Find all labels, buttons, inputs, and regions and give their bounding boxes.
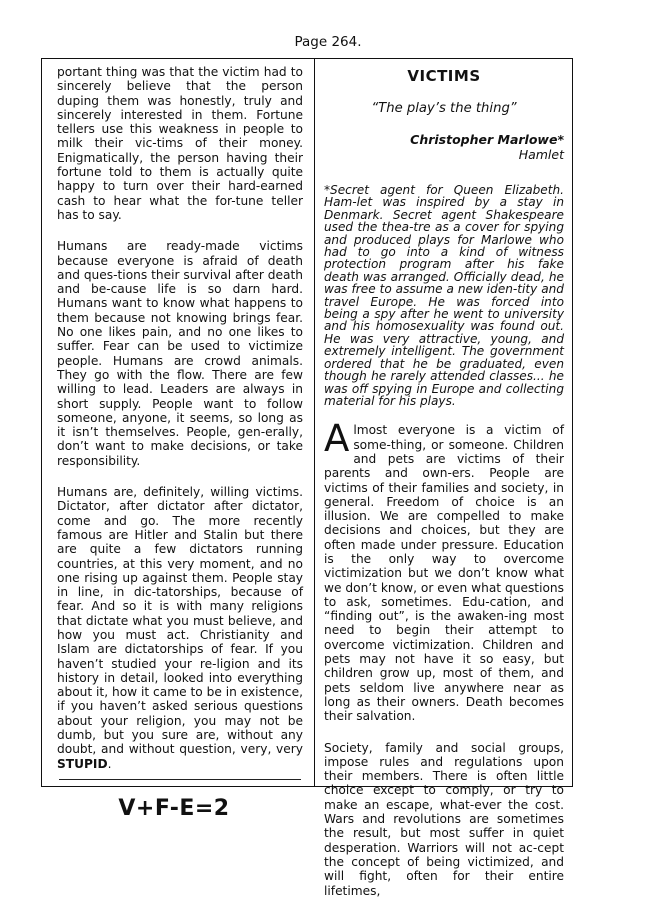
- body-paragraph: portant thing was that the victim had to sincerely believe that the person duping them was honestly, truly and sincerely interested in them. Fortune tellers use this weakness in people to milk their vic-tims of their money. Enigmatically, the person having their fortune told to them is actually quite happy to turn over their hard-earned cash to hear what the for-tune teller has to say.: [57, 65, 303, 222]
- page-number: Page 264.: [294, 34, 362, 50]
- epigraph-quote: “The play’s the thing”: [371, 101, 517, 116]
- paragraph-text: Humans are, definitely, willing victims. Dictator, after dictator after dictator, come and go. The more recently famous are Hitler and Stalin but there are quite a few dictators running countries, at this very moment, and no one rising up against them. People stay in line, in dic-tatorships, because of fear. And so it is with many religions that dictate what you must believe, and how you must act. Christianity and Islam are dictatorships of fear. If you haven’t studied your re-ligion and its history in detail, looked into everything about it, how it came to be in existence, if you haven’t asked serious questions about your religion, you may not be dumb, but you sure are, without any doubt, and without question, very, very: [57, 485, 303, 757]
- page-frame: [41, 58, 573, 898]
- body-paragraph: [57, 485, 303, 771]
- right-column: [315, 59, 572, 915]
- footnote: *Secret agent for Queen Elizabeth. Ham-let was inspired by a stay in Denmark. Secret agent Shakespeare used the thea-tre as a cover for spying and produced plays for Marlowe who had to go into a kind of witness protection program after his fake death was arranged. Officially dead, he was free to assume a new iden-tity and travel Europe. He was forced into being a spy after he went to university and his homosexuality was found out. He was very attractive, young, and extremely intelligent. The government ordered that he be graduated, even though he rarely attended classes... he was off spying in Europe and collecting material for his plays.: [324, 183, 564, 408]
- body-paragraph: [324, 417, 564, 724]
- paragraph-end: .: [107, 756, 112, 771]
- epigraph-attribution: [324, 132, 564, 162]
- epigraph-author: Christopher Marlowe*: [410, 132, 564, 147]
- body-paragraph: Society, family and social groups, impose rules and regulations upon their members. There is often little choice except to comply, or try to make an escape, what-ever the cost. Wars and revolutions are sometimes the result, but most suffer in quiet desperation. Warriors will not ac-cept the concept of being victimized, and will fight, often for their entire lifetimes,: [324, 740, 564, 898]
- section-heading: VICTIMS: [407, 67, 481, 85]
- formula: V+F-E=2: [118, 795, 230, 821]
- emphasis-text: STUPID: [57, 756, 108, 771]
- drop-cap: A: [324, 417, 350, 461]
- body-paragraph: Humans are ready-made victims because everyone is afraid of death and ques-tions their survival after death and be-cause life is so darn hard. Humans want to know what happens to them because not knowing brings fear. No one likes pain, and no one likes to suffer. Fear can be used to victimize people. Humans are crowd animals. They go with the flow. There are few willing to lead. Leaders are always in short supply. People want to follow someone, anyone, it seems, so long as it isn’t themselves. People, gen-erally, don’t want to make decisions, or take responsibility.: [57, 239, 303, 468]
- left-column: [42, 59, 314, 821]
- paragraph-text: lmost everyone is a victim of some-thing, or someone. Children and pets are victims of their parents and own-ers. People are victims of their families and society, in general. Freedom of choice is an illusion. We are compelled to make decisions and choices, but they are often made under pressure. Education is the only way to overcome victimization but we don’t know what we don’t know, or even what questions to ask, sometimes. Edu-cation, and “finding out”, is the awaken-ing most need to begin their attempt to overcome victimization. Children and pets may not have it so easy, but children grow up, most of them, and pets seldom live anywhere near as long as their owners. Death becomes their salvation.: [324, 423, 564, 724]
- horizontal-rule: [59, 779, 301, 780]
- epigraph-work: Hamlet: [518, 147, 564, 162]
